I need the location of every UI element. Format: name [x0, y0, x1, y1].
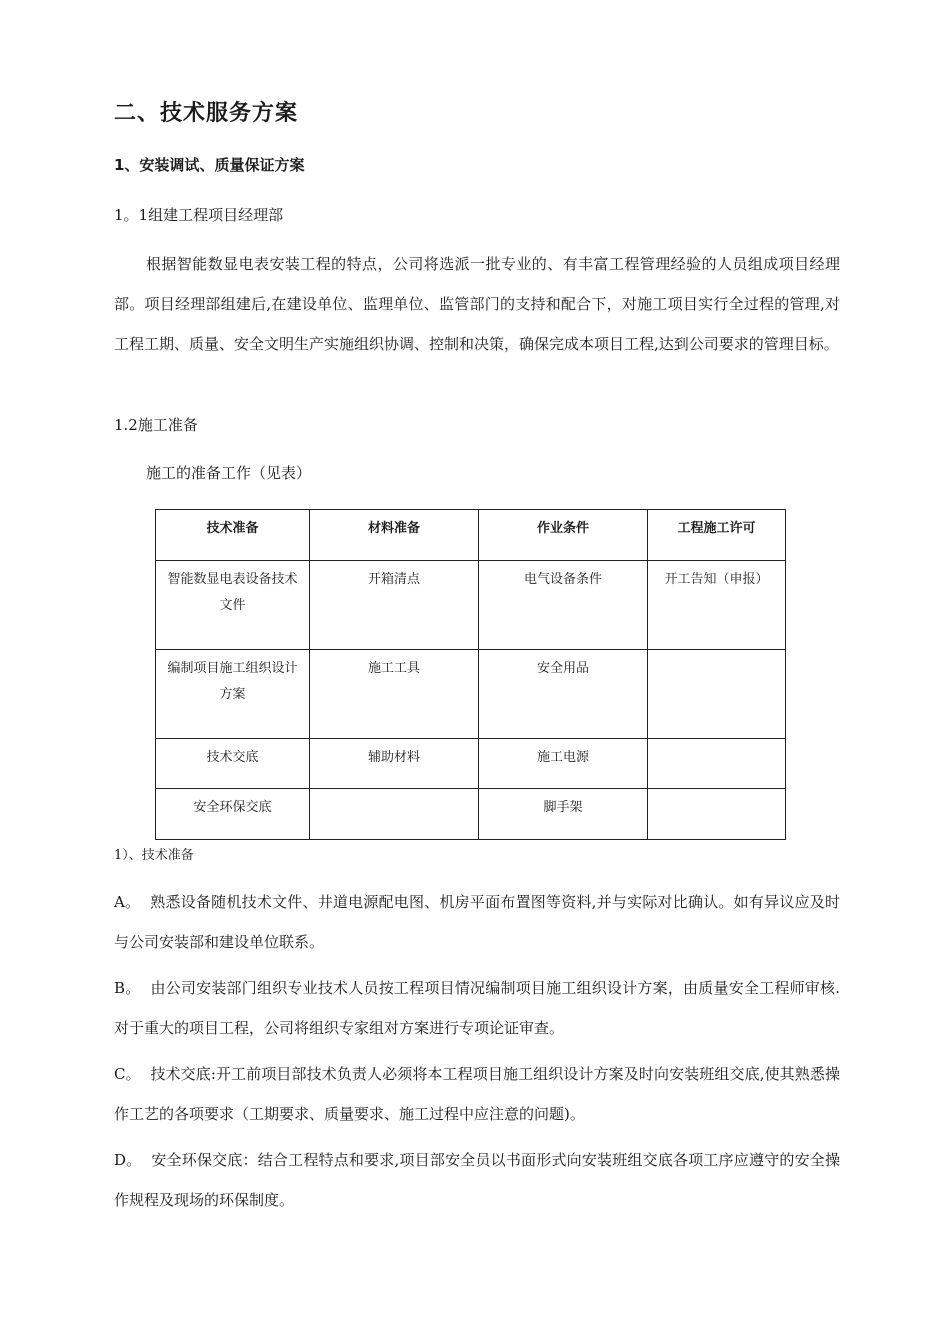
table-row	[156, 560, 786, 649]
list-item-text: 安全环保交底：结合工程特点和要求,项目部安全员以书面形式向安装班组交底各项工序应遵守的安全操作规程及现场的环保制度。	[114, 1151, 840, 1209]
table-header-cell: 工程施工许可	[648, 510, 786, 561]
table-cell: 施工电源	[479, 738, 648, 789]
subsection-1-body: 根据智能数显电表安装工程的特点，公司将选派一批专业的、有丰富工程管理经验的人员组成项目经理部。项目经理部组建后,在建设单位、监理单位、监管部门的支持和配合下，对施工项目实行全过程的管理,对工程工期、质量、安全文明生产实施组织协调、控制和决策，确保完成本项目工程,达到公司要求的管理目标。	[114, 255, 840, 353]
table-cell: 开工告知（申报）	[648, 560, 786, 649]
subsection-2-title: 1.2施工准备	[114, 416, 198, 434]
table-cell: 脚手架	[479, 789, 648, 840]
table-header-cell: 材料准备	[310, 510, 479, 561]
table-cell: 辅助材料	[310, 738, 479, 789]
table-cell: 智能数显电表设备技术文件	[156, 560, 310, 649]
table-cell	[648, 738, 786, 789]
list-item-label: D。	[114, 1151, 142, 1169]
list-item-c	[114, 1054, 840, 1134]
table-caption: 施工的准备工作（见表）	[146, 464, 312, 482]
table-cell: 安全用品	[479, 649, 648, 738]
list-item-text: 熟悉设备随机技术文件、井道电源配电图、机房平面布置图等资料,并与实际对比确认。如有异议应及时与公司安装部和建设单位联系。	[114, 893, 840, 951]
preparation-table	[155, 509, 786, 840]
list-item-label: C。	[114, 1065, 141, 1083]
table-cell: 开箱清点	[310, 560, 479, 649]
subsection-1-title: 1。1组建工程项目经理部	[114, 206, 284, 224]
table-row	[156, 738, 786, 789]
table-header-cell: 技术准备	[156, 510, 310, 561]
list-item-label: A。	[114, 893, 141, 911]
technical-prep-note: 1）、技术准备	[114, 848, 194, 863]
list-item-label: B。	[114, 979, 141, 997]
table-cell: 编制项目施工组织设计方案	[156, 649, 310, 738]
page-title: 二、技术服务方案	[114, 101, 299, 126]
table-cell	[310, 789, 479, 840]
table-cell: 技术交底	[156, 738, 310, 789]
table-header-row	[156, 510, 786, 561]
table-header-cell: 作业条件	[479, 510, 648, 561]
table-cell: 施工工具	[310, 649, 479, 738]
table-cell: 安全环保交底	[156, 789, 310, 840]
table-cell: 电气设备条件	[479, 560, 648, 649]
list-item-b	[114, 968, 840, 1048]
list-item-text: 由公司安装部门组织专业技术人员按工程项目情况编制项目施工组织设计方案，由质量安全工程师审核.对于重大的项目工程，公司将组织专家组对方案进行专项论证审查。	[114, 979, 840, 1037]
section-heading: 1、安装调试、质量保证方案	[114, 156, 305, 174]
table-row	[156, 789, 786, 840]
list-item-a	[114, 882, 840, 962]
table-cell	[648, 649, 786, 738]
list-item-d	[114, 1140, 840, 1220]
table-cell	[648, 789, 786, 840]
list-item-text: 技术交底:开工前项目部技术负责人必须将本工程项目施工组织设计方案及时向安装班组交底,使其熟悉操作工艺的各项要求（工期要求、质量要求、施工过程中应注意的问题)。	[114, 1065, 840, 1123]
table-row	[156, 649, 786, 738]
